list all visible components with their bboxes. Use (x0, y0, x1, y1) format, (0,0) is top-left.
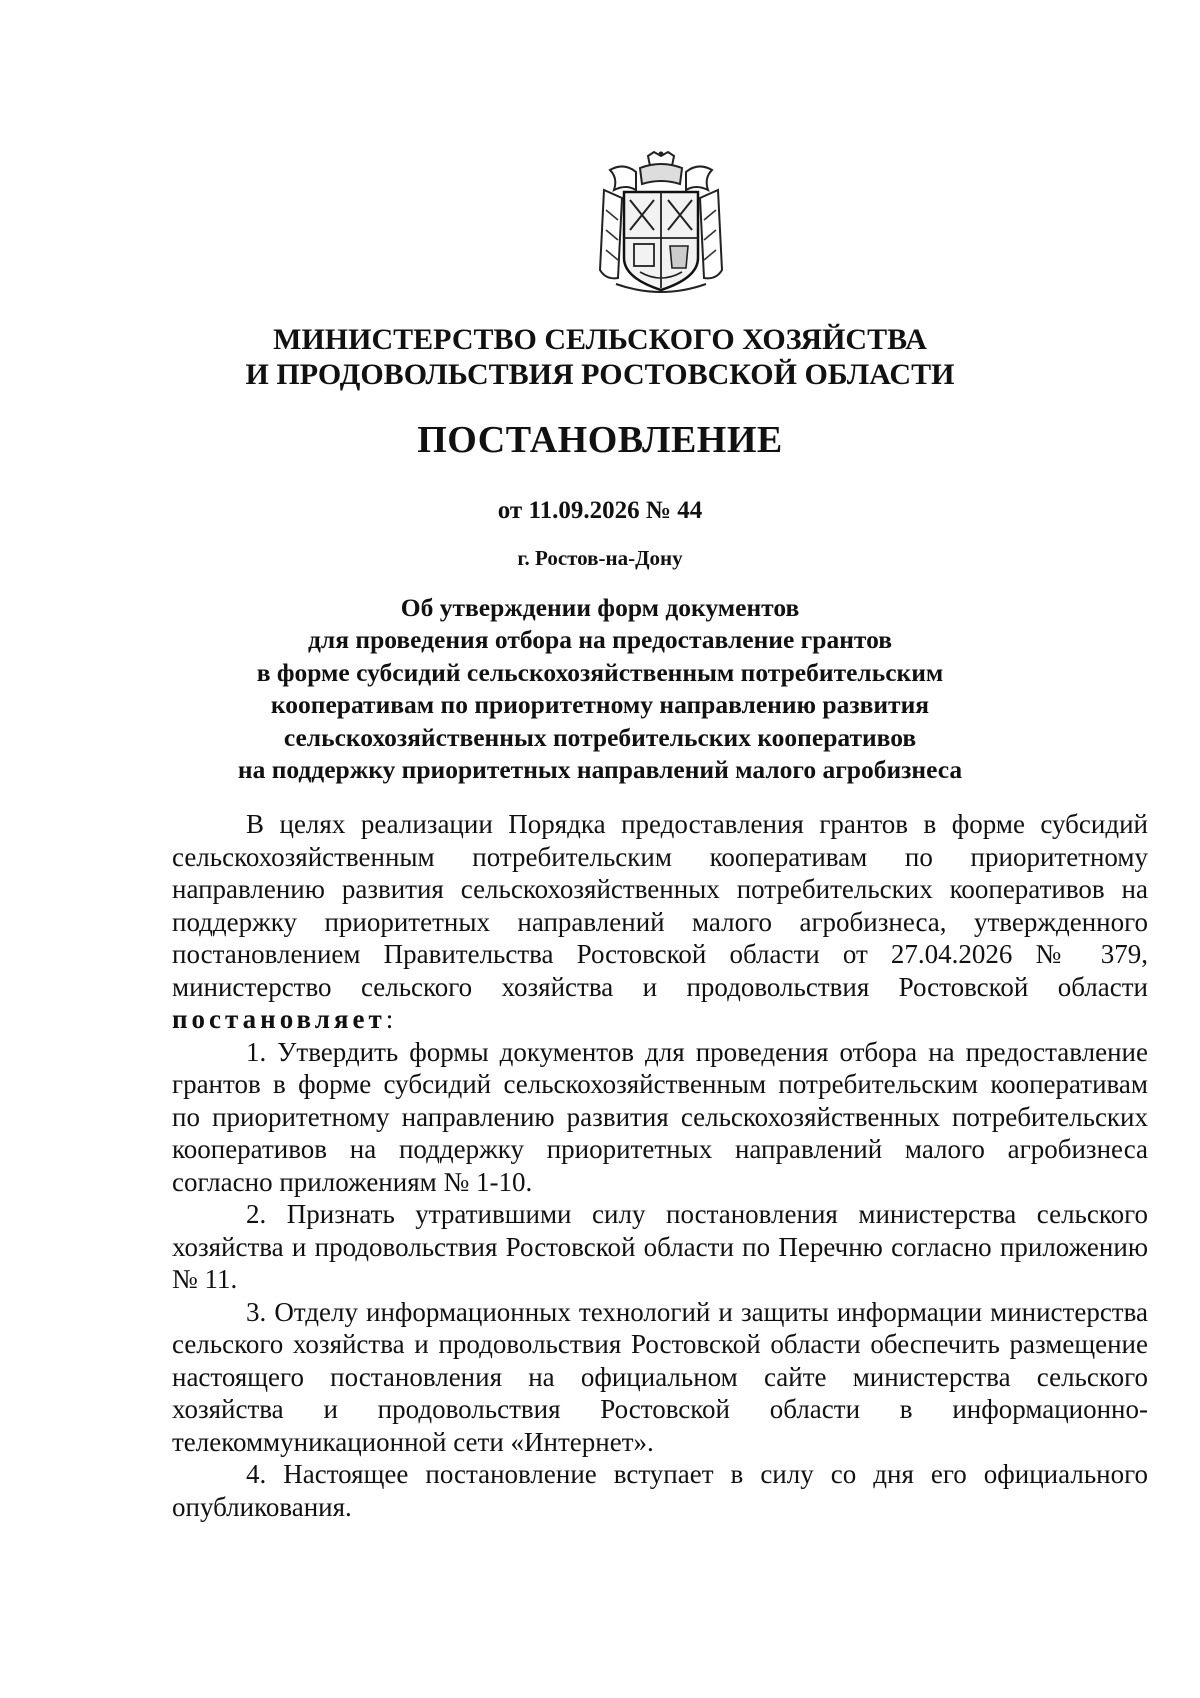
subject-line: на поддержку приоритетных направлений малого агробизнеса (237, 755, 963, 785)
clause-paragraph: 1. Утвердить формы документов для проведения отбора на предоставление грантов в форме субсидий сельскохозяйственным потребительским кооперативам по приоритетному направлению развития сельскохозяйственных потребительских кооперативов на поддержку приоритетных направлений малого агробизнеса согласно приложениям № 1-10. (172, 1036, 1148, 1197)
document-city: г. Ростов-на-Дону (517, 546, 683, 570)
resolves-word: постановляет (172, 1004, 386, 1034)
preamble-text: В целях реализации Порядка предоставления грантов в форме субсидий сельскохозяйственным потребительским кооперативам по приоритетному направлению развития сельскохозяйственных потребительских кооперативов на поддержку приоритетных направлений малого агробизнеса, утвержденного постановлением Правительства Ростовской области от 27.04.2026 № 379, министерство сельского хозяйства и продовольствия Ростовской области (172, 809, 1148, 1002)
preamble-paragraph (172, 808, 1148, 1036)
clause-paragraph: 3. Отделу информационных технологий и защиты информации министерства сельского хозяйства и продовольствия Ростовской области обеспечить размещение настоящего постановления на официальном сайте министерства сельского хозяйства и продовольствия Ростовской области в информационно-телекоммуникационной сети «Интернет». (172, 1296, 1148, 1457)
subject-line: в форме субсидий сельскохозяйственным потребительским (256, 657, 944, 687)
clause-paragraph: 4. Настоящее постановление вступает в силу со дня его официального опубликования. (172, 1459, 1148, 1522)
document-subject (150, 592, 1050, 786)
document-type-title: ПОСТАНОВЛЕНИЕ (417, 419, 783, 461)
document-date-number: от 11.09.2026 № 44 (497, 497, 703, 524)
document-body (172, 808, 1148, 1523)
clause-paragraph: 2. Признать утратившими силу постановления министерства сельского хозяйства и продовольствия Ростовской области по Перечню согласно приложению № 11. (172, 1199, 1148, 1294)
ministry-name-line: МИНИСТЕРСТВО СЕЛЬСКОГО ХОЗЯЙСТВА (273, 323, 927, 356)
subject-line: кооперативам по приоритетному направлению развития (270, 690, 930, 720)
subject-line: для проведения отбора на предоставление грантов (308, 625, 892, 655)
ministry-name-line: И ПРОДОВОЛЬСТВИЯ РОСТОВСКОЙ ОБЛАСТИ (245, 358, 955, 391)
resolves-colon: : (385, 1004, 394, 1034)
coat-of-arms-icon (596, 150, 726, 300)
subject-line: Об утверждении форм документов (400, 593, 800, 622)
ministry-name (150, 322, 1050, 392)
subject-line: сельскохозяйственных потребительских кооперативов (283, 722, 917, 752)
